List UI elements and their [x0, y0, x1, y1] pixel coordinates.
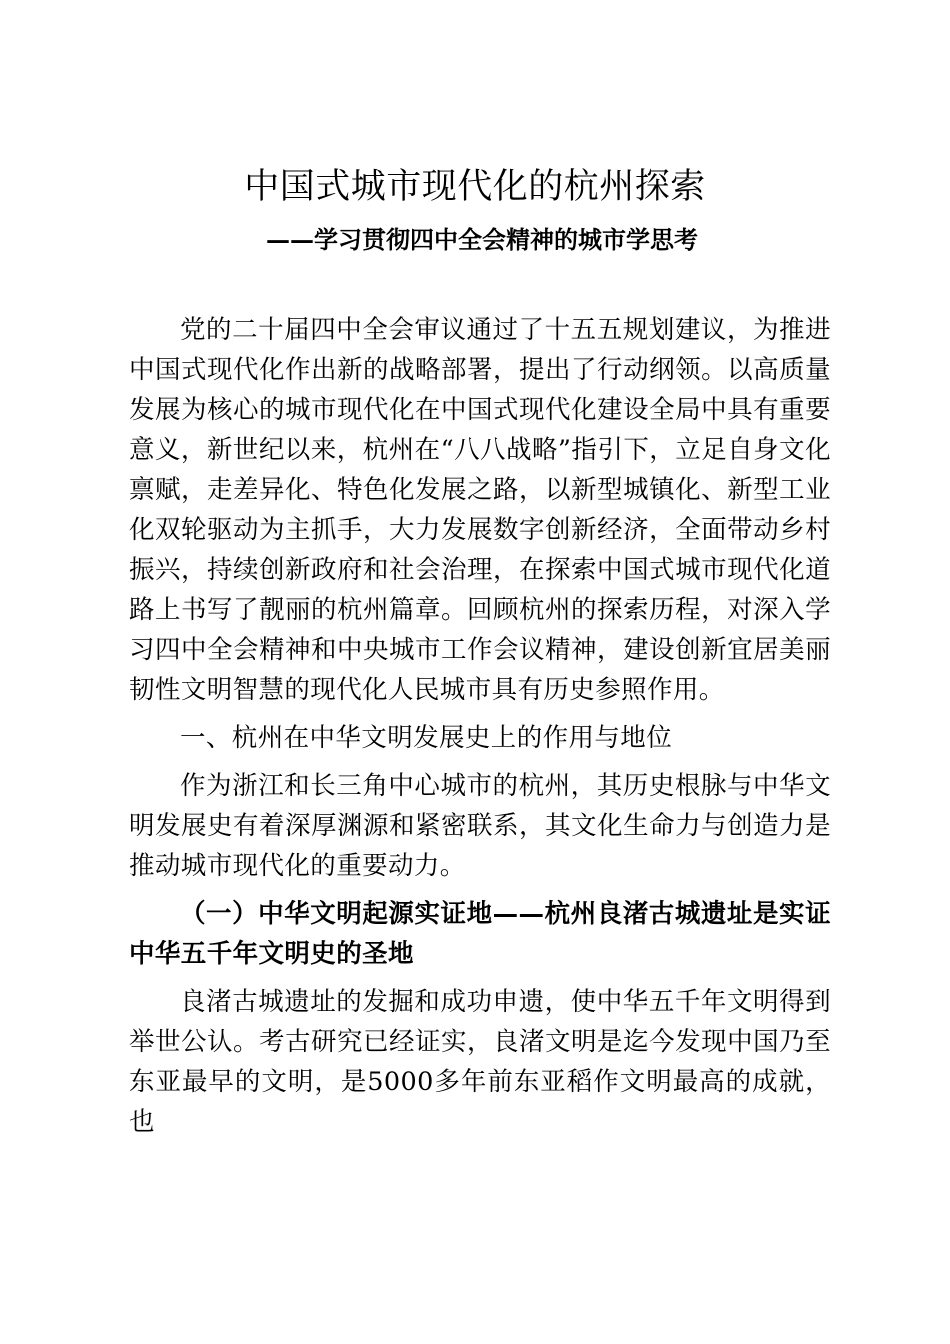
document-subtitle: ——学习贯彻四中全会精神的城市学思考: [266, 225, 698, 254]
intro-paragraph: 党的二十届四中全会审议通过了十五五规划建议，为推进中国式现代化作出新的战略部署，提出了行动纲领。以高质量发展为核心的城市现代化在中国式现代化建设全局中具有重要意义，新世纪以来，杭州在“八八战略”指引下，立足自身文化禀赋，走差异化、特色化发展之路，以新型城镇化、新型工业化双轮驱动为主抓手，大力发展数字创新经济，全面带动乡村振兴，持续创新政府和社会治理，在探索中国式城市现代化道路上书写了靓丽的杭州篇章。回顾杭州的探索历程，对深入学习四中全会精神和中央城市工作会议精神，建设创新宜居美丽韧性文明智慧的现代化人民城市具有历史参照作用。: [129, 315, 831, 705]
subsection-paragraph: 良渚古城遗址的发掘和成功申遗，使中华五千年文明得到举世公认。考古研究已经证实，良渚文明是迄今发现中国乃至东亚最早的文明，是5000多年前东亚稻作文明最高的成就，也: [129, 987, 831, 1137]
section-paragraph: 作为浙江和长三角中心城市的杭州，其历史根脉与中华文明发展史有着深厚渊源和紧密联系，其文化生命力与创造力是推动城市现代化的重要动力。: [129, 771, 831, 881]
document-title: 中国式城市现代化的杭州探索: [244, 167, 706, 207]
document-body: [129, 310, 831, 1142]
section-heading: 一、杭州在中华文明发展史上的作用与地位: [180, 723, 673, 753]
subsection-heading: （一）中华文明起源实证地——杭州良渚古城遗址是实证中华五千年文明史的圣地: [129, 899, 831, 969]
